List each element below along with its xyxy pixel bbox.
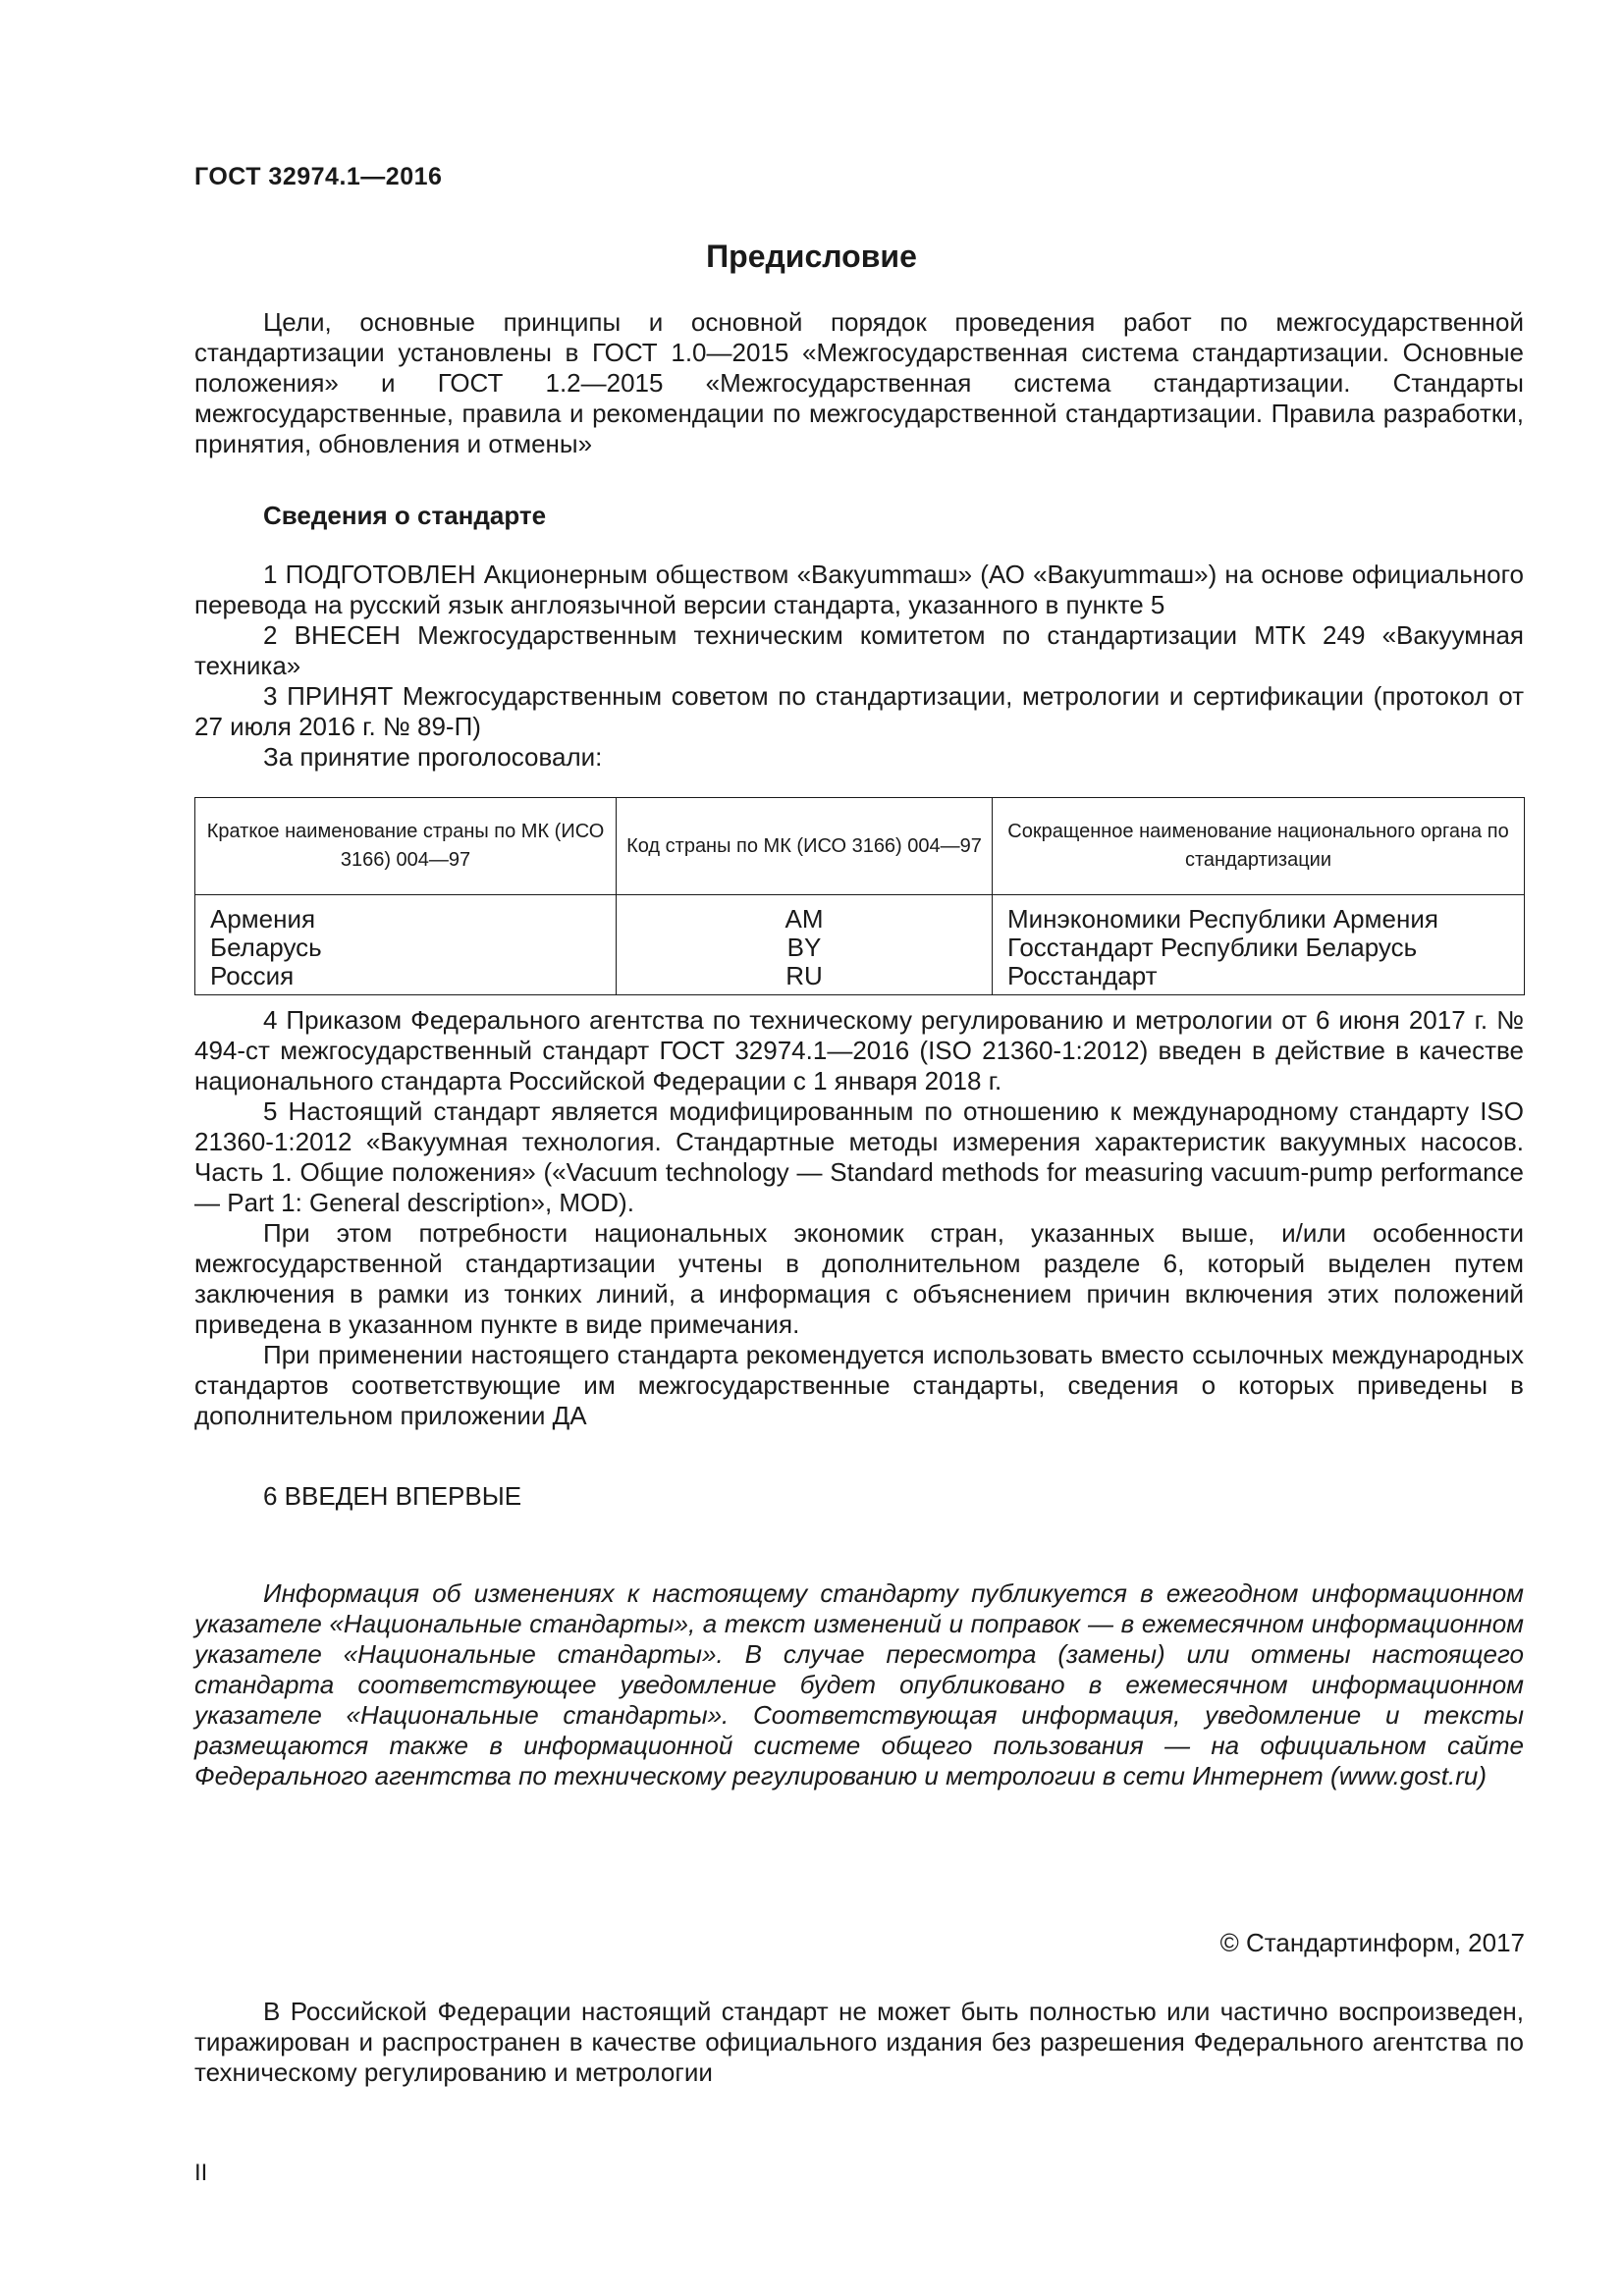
table-cell-code: AM xyxy=(617,895,993,934)
item-5: 5 Настоящий стандарт является модифицированным по отношению к международному стандарту ISO 21360-1:2012 «Вакуумная технология. Стандартные методы измерения характеристик вакуумных насосов. Часть 1. Общие положения» («Vacuum technology — Standard methods for measuring vacuum-pump performance — Part 1: General description», MOD). xyxy=(194,1096,1524,1217)
implementation-section xyxy=(194,1005,1524,1431)
changes-notice: Информация об изменениях к настоящему стандарту публикуется в ежегодном информационном указателе «Национальные стандарты», а текст изменений и поправок — в ежемесячном информационном указателе «Национальные стандарты». В случае пересмотра (замены) или отмены настоящего стандарта соответствующее уведомление будет опубликовано в ежемесячном информационном указателе «Национальные стандарты». Соответствующая информация, уведомление и тексты размещаются также в информационной системе общего пользования — на официальном сайте Федерального агентства по техническому регулированию и метрологии в сети Интернет (www.gost.ru) xyxy=(194,1578,1524,1790)
table-cell-body: Госстандарт Республики Беларусь xyxy=(993,934,1525,962)
table-cell-code: RU xyxy=(617,962,993,995)
notice-section xyxy=(194,1578,1524,1791)
intro-paragraph: Цели, основные принципы и основной порядок проведения работ по межгосударственной стандартизации установлены в ГОСТ 1.0—2015 «Межгосударственная система стандартизации. Основные положения» и ГОСТ 1.2—2015 «Межгосударственная система стандартизации. Стандарты межгосударственные, правила и рекомендации по межгосударственной стандартизации. Правила разработки, принятия, обновления и отмены» xyxy=(194,307,1524,458)
table-row xyxy=(195,962,1525,995)
table-cell-country: Беларусь xyxy=(195,934,617,962)
legal-section xyxy=(194,1997,1524,2088)
table-cell-body: Минэкономики Республики Армения xyxy=(993,895,1525,934)
item-3: 3 ПРИНЯТ Межгосударственным советом по стандартизации, метрологии и сертификации (протокол от 27 июля 2016 г. № 89-П) xyxy=(194,681,1524,741)
intro-section xyxy=(194,307,1524,459)
item-3-voters: За принятие проголосовали: xyxy=(263,742,603,772)
copyright: © Стандартинформ, 2017 xyxy=(1219,1928,1525,1957)
item-6: 6 ВВЕДЕН ВПЕРВЫЕ xyxy=(263,1481,522,1511)
table-header-body: Сокращенное наименование национального органа по стандартизации xyxy=(993,798,1525,895)
table-row xyxy=(195,895,1525,934)
table-cell-body: Росстандарт xyxy=(993,962,1525,995)
voting-table xyxy=(194,797,1525,995)
table-row xyxy=(195,934,1525,962)
standard-info-section xyxy=(194,560,1524,773)
item-5-references: При применении настоящего стандарта рекомендуется использовать вместо ссылочных международных стандартов соответствующие им межгосударственные стандарты, сведения о которых приведены в дополнительном приложении ДА xyxy=(194,1340,1524,1430)
page-number: II xyxy=(194,2160,208,2186)
item-1: 1 ПОДГОТОВЛЕН Акционерным обществом «Вакуummаш» (АО «Вакуummаш») на основе официального перевода на русский язык англоязычной версии стандарта, указанного в пункте 5 xyxy=(194,560,1524,619)
table-header-row xyxy=(195,798,1525,895)
table-cell-country: Россия xyxy=(195,962,617,995)
item-4: 4 Приказом Федерального агентства по техническому регулированию и метрологии от 6 июня 2017 г. № 494-ст межгосударственный стандарт ГОСТ 32974.1—2016 (ISO 21360-1:2012) введен в действие в качестве национального стандарта Российской Федерации с 1 января 2018 г. xyxy=(194,1005,1524,1095)
item-5-note: При этом потребности национальных экономик стран, указанных выше, и/или особенности межгосударственной стандартизации учтены в дополнительном разделе 6, который выделен путем заключения в рамки из тонких линий, а информация с объяснением причин включения этих положений приведена в указанном пункте в виде примечания. xyxy=(194,1218,1524,1339)
section-heading: Сведения о стандарте xyxy=(263,501,547,530)
legal-notice: В Российской Федерации настоящий стандарт не может быть полностью или частично воспроизведен, тиражирован и распространен в качестве официального издания без разрешения Федерального агентства по техническому регулированию и метрологии xyxy=(194,1997,1524,2087)
table-header-country: Краткое наименование страны по МК (ИСО 3166) 004—97 xyxy=(195,798,617,895)
table-header-code: Код страны по МК (ИСО 3166) 004—97 xyxy=(617,798,993,895)
table-cell-country: Армения xyxy=(195,895,617,934)
item-2: 2 ВНЕСЕН Межгосударственным техническим комитетом по стандартизации МТК 249 «Вакуумная техника» xyxy=(194,620,1524,680)
page-title: Предисловие xyxy=(706,239,917,274)
table-cell-code: BY xyxy=(617,934,993,962)
item-6-section xyxy=(194,1481,1524,1512)
document-header: ГОСТ 32974.1—2016 xyxy=(194,163,443,190)
